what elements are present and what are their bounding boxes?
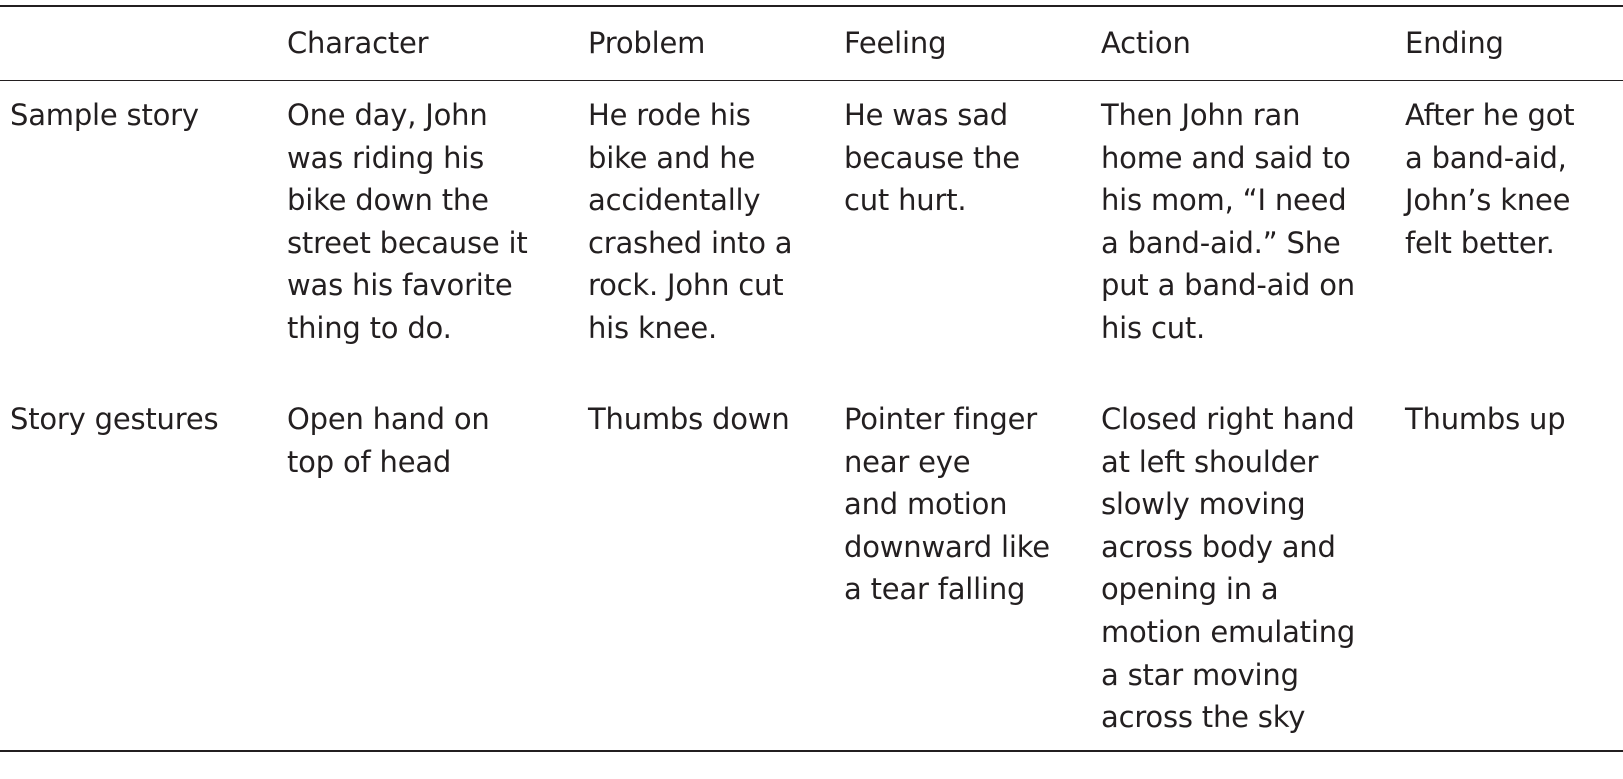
table-top-rule xyxy=(0,5,1623,7)
row-label-story-gestures: Story gestures xyxy=(10,402,219,436)
table-header-rule xyxy=(0,80,1623,81)
header-problem: Problem xyxy=(588,26,706,60)
story-gestures-ending: Thumbs up xyxy=(1405,402,1566,436)
header-feeling: Feeling xyxy=(844,26,947,60)
story-gestures-character: Open hand on top of head xyxy=(287,402,490,479)
story-gestures-feeling: Pointer finger near eye and motion downward like a tear falling xyxy=(844,402,1050,607)
sample-story-feeling: He was sad because the cut hurt. xyxy=(844,98,1020,218)
row-label-sample-story: Sample story xyxy=(10,98,199,132)
header-character: Character xyxy=(287,26,429,60)
sample-story-action: Then John ran home and said to his mom, “I need a band-aid.” She put a band-aid on his cut. xyxy=(1101,98,1355,345)
sample-story-ending: After he got a band-aid, John’s knee felt better. xyxy=(1405,98,1575,260)
header-action: Action xyxy=(1101,26,1191,60)
story-gestures-action: Closed right hand at left shoulder slowly moving across body and opening in a motion emulating a star moving across the sky xyxy=(1101,402,1356,735)
sample-story-problem: He rode his bike and he accidentally crashed into a rock. John cut his knee. xyxy=(588,98,793,345)
story-gestures-problem: Thumbs down xyxy=(588,402,790,436)
header-ending: Ending xyxy=(1405,26,1504,60)
table-bottom-rule xyxy=(0,750,1623,752)
sample-story-character: One day, John was riding his bike down the street because it was his favorite thing to do. xyxy=(287,98,528,345)
